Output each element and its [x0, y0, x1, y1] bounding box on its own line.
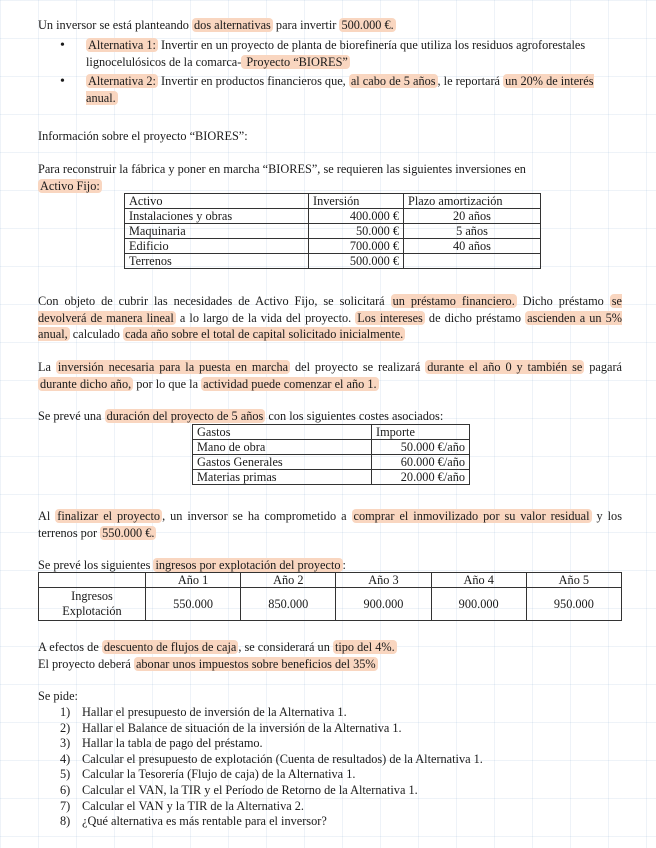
highlight-amount: 500.000 €. — [341, 18, 394, 32]
highlight-investment: inversión necesaria para la puesta en marcha — [57, 360, 289, 374]
task-text: Hallar la tabla de pago del préstamo. — [82, 736, 263, 751]
highlight-linear: se devolverá de manera lineal — [38, 294, 622, 325]
investment-text: del proyecto se realizará — [290, 360, 426, 374]
table-cell: 60.000 €/año — [372, 455, 470, 470]
table-cell: Terrenos — [125, 254, 309, 269]
income-text: Se prevé los siguientes — [38, 558, 154, 572]
task-item — [60, 721, 483, 737]
taxes-text: El proyecto deberá — [38, 657, 134, 671]
income-intro — [38, 558, 346, 573]
highlight-loan: un préstamo financiero. — [392, 294, 515, 308]
table-cell: Mano de obra — [193, 440, 372, 455]
column-header: Gastos — [193, 425, 372, 440]
residual-text: y los terrenos por — [38, 509, 622, 540]
investment-text: La — [38, 360, 56, 374]
task-item — [60, 783, 483, 799]
highlight-duration: duración del proyecto de 5 años — [106, 409, 264, 423]
highlight-residual: comprar el inmovilizado por su valor residual — [353, 509, 590, 523]
discount-text: , se considerará un — [238, 640, 333, 654]
table-cell: 700.000 € — [309, 239, 404, 254]
task-text: Calcular el VAN, la TIR y el Período de Retorno de la Alternativa 1. — [82, 782, 418, 797]
alternative-2-interest: un 20% de interés anual. — [86, 74, 594, 105]
alternative-2-item — [58, 73, 618, 107]
reconstruct-text: Para reconstruir la fábrica y poner en marcha “BIORES”, se requieren las siguientes inversiones en — [38, 162, 526, 176]
column-header: Año 1 — [146, 573, 241, 588]
table-cell: 50.000 €/año — [372, 440, 470, 455]
alternative-2-text: Invertir en productos financieros que, — [157, 74, 349, 88]
task-number: 3) — [60, 736, 71, 751]
table-header-row — [193, 425, 470, 440]
task-item — [60, 752, 483, 768]
task-text: Calcular el VAN y la TIR de la Alternativa 2. — [82, 798, 304, 813]
loan-text: Dicho préstamo — [516, 294, 610, 308]
task-text: Hallar el Balance de situación de la inversión de la Alternativa 1. — [82, 720, 402, 735]
highlight-land-price: 550.000 €. — [102, 525, 155, 540]
table-cell: Gastos Generales — [193, 455, 372, 470]
highlight-rate: ascienden a un 5% anual, — [38, 310, 622, 341]
duration-line — [38, 409, 443, 424]
highlight-capital: cada año sobre el total de capital solicitado inicialmente. — [124, 327, 404, 341]
task-text: Calcular la Tesorería (Flujo de caja) de la Alternativa 1. — [82, 767, 356, 782]
alternative-2-term: al cabo de 5 años — [350, 74, 436, 88]
column-header: Inversión — [309, 194, 404, 209]
loan-text: calculado — [69, 327, 123, 341]
table-cell: 850.000 — [241, 588, 336, 621]
intro-text: Un inversor se está planteando — [38, 18, 193, 32]
highlight-year0: durante el año 0 y también se — [427, 360, 583, 374]
highlight-activity: actividad puede comenzar el año 1. — [203, 376, 377, 391]
task-item — [60, 705, 483, 721]
investment-text: pagará — [584, 360, 623, 374]
column-header: Año 2 — [241, 573, 336, 588]
alternative-1-label: Alternativa 1: — [88, 38, 156, 52]
info-heading: Información sobre el proyecto “BIORES”: — [38, 129, 248, 143]
alternative-2-label: Alternativa 2: — [88, 74, 156, 88]
loan-paragraph — [38, 293, 622, 343]
table-row — [193, 470, 470, 485]
taxes-line — [38, 657, 378, 672]
table-cell: Maquinaria — [125, 224, 309, 239]
task-text: Calcular el presupuesto de explotación (Cuenta de resultados) de la Alternativa 1. — [82, 751, 483, 766]
table-cell: 5 años — [404, 224, 541, 239]
table-row — [125, 224, 541, 239]
column-header: Activo — [125, 194, 309, 209]
highlight-two-alternatives: dos alternativas — [194, 18, 271, 32]
table-row — [39, 588, 622, 621]
alternative-1-item — [58, 37, 618, 71]
income-text: : — [342, 558, 346, 572]
task-text: Hallar el presupuesto de inversión de la Alternativa 1. — [82, 705, 347, 719]
table-cell: 400.000 € — [309, 209, 404, 224]
table-cell: 550.000 — [146, 588, 241, 621]
task-number: 5) — [60, 767, 71, 782]
highlight-rate-4: tipo del 4%. — [334, 640, 395, 654]
table-cell: 20.000 €/año — [372, 470, 470, 485]
column-header: Año 4 — [431, 573, 526, 588]
task-number: 8) — [60, 814, 71, 829]
task-number: 1) — [60, 705, 71, 719]
table-cell: 40 años — [404, 239, 541, 254]
column-header: Año 5 — [526, 573, 621, 588]
loan-text: a lo largo de la vida del proyecto. — [175, 310, 356, 325]
table-row — [125, 239, 541, 254]
table-cell: 500.000 € — [309, 254, 404, 269]
highlight-income: ingresos por explotación del proyecto — [155, 558, 341, 572]
reconstruct-paragraph — [38, 161, 622, 194]
task-item — [60, 814, 483, 830]
asset-table — [124, 193, 541, 269]
column-header: Plazo amortización — [404, 194, 541, 209]
investment-paragraph — [38, 359, 622, 392]
table-row — [193, 455, 470, 470]
residual-paragraph — [38, 508, 622, 541]
table-row — [125, 254, 541, 269]
table-cell — [404, 254, 541, 269]
table-row — [193, 440, 470, 455]
table-cell: Instalaciones y obras — [125, 209, 309, 224]
duration-text: Se prevé una — [38, 409, 105, 423]
duration-text: con los siguientes costes asociados: — [265, 409, 444, 423]
alternative-1-text: Invertir en un proyecto de planta de biorefinería que utiliza los residuos agroforestales lignocelulósicos de la comarca- — [86, 38, 586, 69]
residual-text: , un inversor se ha comprometido a — [162, 509, 352, 523]
intro-line — [38, 18, 396, 33]
table-header-row — [125, 194, 541, 209]
task-item — [60, 736, 483, 752]
residual-text: Al — [38, 509, 56, 523]
table-cell: Materias primas — [193, 470, 372, 485]
alternatives-list — [58, 37, 618, 109]
tasks-list — [60, 705, 483, 830]
table-cell: Edificio — [125, 239, 309, 254]
table-cell: 900.000 — [336, 588, 431, 621]
cost-table — [192, 424, 470, 485]
table-cell: 900.000 — [431, 588, 526, 621]
table-cell: 950.000 — [526, 588, 621, 621]
task-number: 2) — [60, 720, 71, 735]
task-text: ¿Qué alternativa es más rentable para el inversor? — [82, 814, 327, 829]
highlight-that-year: durante dicho año, — [40, 376, 132, 391]
task-item — [60, 799, 483, 815]
table-header-row — [39, 573, 622, 588]
empty-corner-cell — [39, 573, 146, 588]
loan-text: de dicho préstamo — [424, 310, 526, 325]
highlight-taxes: abonar unos impuestos sobre beneficios del 35% — [135, 657, 376, 671]
column-header: Importe — [372, 425, 470, 440]
task-item — [60, 767, 483, 783]
row-label: Ingresos Explotación — [39, 588, 146, 621]
loan-text: Con objeto de cubrir las necesidades de Activo Fijo, se solicitará — [38, 294, 391, 308]
table-cell: 50.000 € — [309, 224, 404, 239]
task-number: 6) — [60, 782, 71, 797]
discount-line — [38, 640, 397, 655]
tasks-heading: Se pide: — [38, 689, 78, 703]
column-header: Año 3 — [336, 573, 431, 588]
highlight-fixed-assets: Activo Fijo: — [40, 178, 100, 193]
highlight-finish: finalizar el proyecto — [57, 509, 161, 523]
income-table — [38, 572, 622, 621]
task-number: 7) — [60, 798, 71, 813]
discount-text: A efectos de — [38, 640, 102, 654]
highlight-interests: Los intereses — [357, 310, 423, 325]
task-number: 4) — [60, 751, 71, 766]
table-row — [125, 209, 541, 224]
investment-text: por lo que la — [133, 376, 202, 391]
intro-text-mid: para invertir — [272, 18, 340, 32]
alternative-1-project-name: Proyecto “BIORES” — [243, 55, 348, 69]
alternative-2-text-mid: , le reportará — [437, 74, 504, 88]
highlight-discount: descuento de flujos de caja — [103, 640, 237, 654]
table-cell: 20 años — [404, 209, 541, 224]
